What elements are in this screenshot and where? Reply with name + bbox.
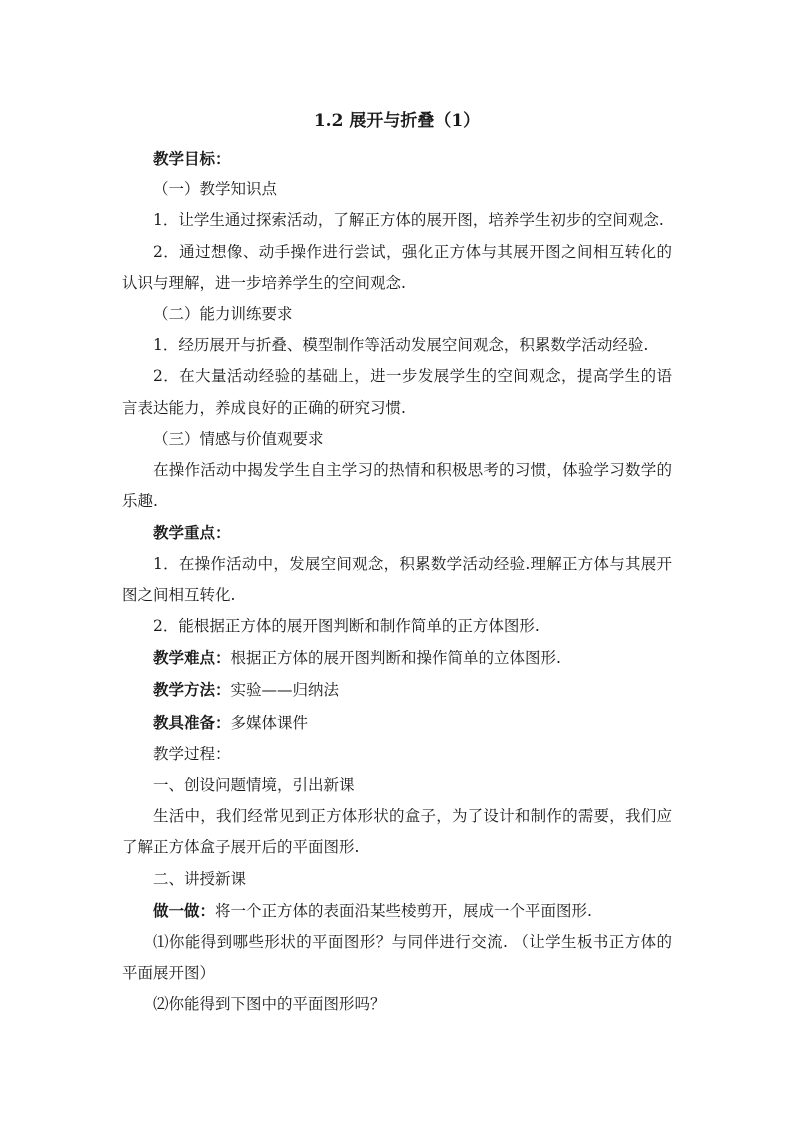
method-label: 教学方法： [153, 680, 231, 700]
difficulty-line [122, 642, 672, 674]
ability-heading: （二）能力训练要求 [153, 305, 293, 324]
objectives-heading: 教学目标： [153, 149, 231, 168]
difficulty-text: 根据正方体的展开图判断和操作简单的立体图形. [230, 649, 561, 668]
page-title: 1.2 展开与折叠（1） [313, 111, 481, 131]
keypoint-item-2: 2．能根据正方体的展开图判断和制作简单的正方体图形. [153, 617, 540, 636]
activity-label: 做一做： [153, 900, 216, 920]
question-2: ⑵你能得到下图中的平面图形吗？ [153, 995, 386, 1014]
process-heading: 教学过程： [153, 744, 231, 763]
knowledge-heading: （一）教学知识点 [153, 180, 278, 199]
method-line [122, 674, 672, 706]
section1-heading: 一、创设问题情境，引出新课 [153, 776, 355, 795]
section2-heading: 二、讲授新课 [153, 869, 247, 888]
difficulty-label: 教学难点： [153, 648, 231, 668]
document-body [122, 143, 672, 1021]
keypoints-heading: 教学重点： [153, 523, 231, 543]
emotion-text: 在操作活动中揭发学生自主学习的热情和积极思考的习惯，体验学习数学的乐趣. [122, 461, 672, 511]
tools-label: 教具准备： [153, 712, 231, 732]
emotion-heading: （三）情感与价值观要求 [153, 429, 324, 448]
section1-text: 生活中，我们经常见到正方体形状的盒子，为了设计和制作的需要，我们应了解正方体盒子展开后的平面图形. [122, 807, 672, 857]
activity-text: 将一个正方体的表面沿某些棱剪开，展成一个平面图形. [215, 901, 592, 920]
ability-item-1: 1．经历展开与折叠、模型制作等活动发展空间观念，积累数学活动经验. [153, 336, 649, 355]
tools-text: 多媒体课件 [230, 713, 309, 732]
activity-line [122, 895, 672, 927]
keypoint-item-1: 1．在操作活动中，发展空间观念，积累数学活动经验.理解正方体与其展开图之间相互转化. [122, 554, 672, 604]
method-text: 实验——归纳法 [230, 681, 340, 700]
knowledge-item-2: 2．通过想像、动手操作进行尝试，强化正方体与其展开图之间相互转化的认识与理解，进一步培养学生的空间观念. [122, 242, 672, 292]
tools-line [122, 707, 672, 739]
question-1: ⑴你能得到哪些形状的平面图形？与同伴进行交流. （让学生板书正方体的平面展开图） [122, 933, 672, 983]
knowledge-item-1: 1．让学生通过探索活动，了解正方体的展开图，培养学生初步的空间观念. [153, 211, 664, 230]
ability-item-2: 2．在大量活动经验的基础上，进一步发展学生的空间观念，提高学生的语言表达能力，养成良好的正确的研究习惯. [122, 367, 672, 417]
